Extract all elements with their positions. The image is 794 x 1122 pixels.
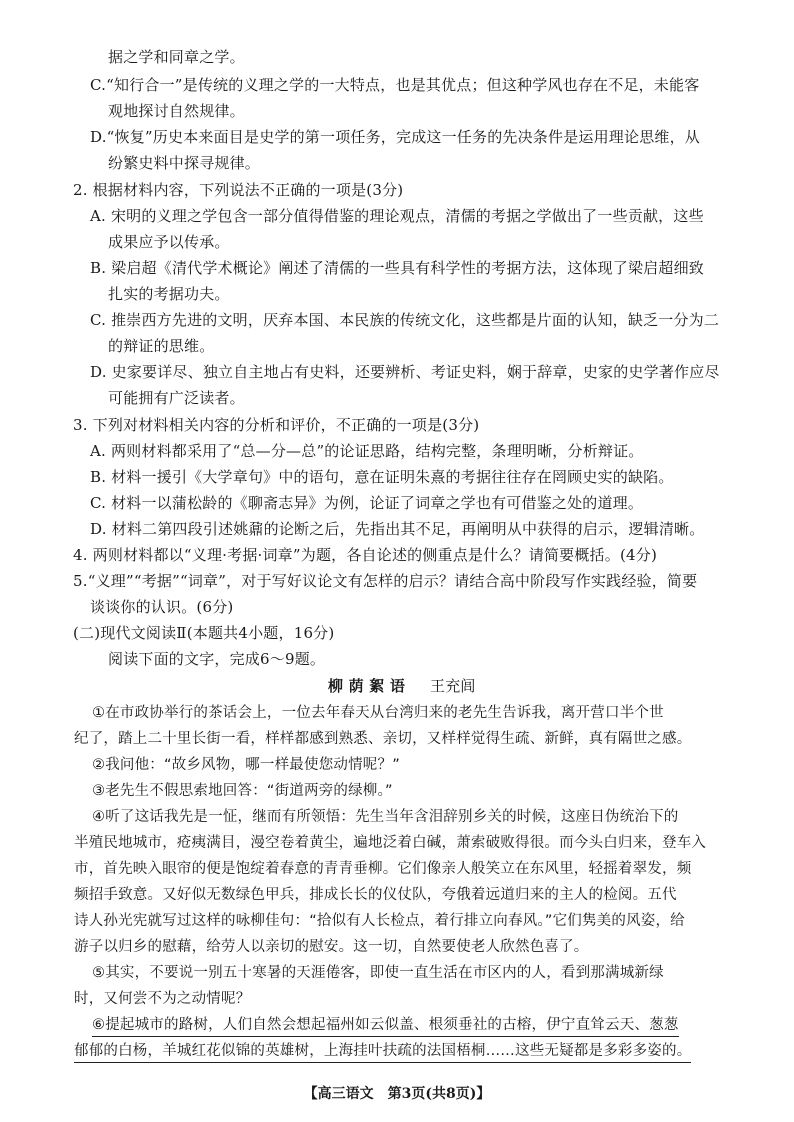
question-3-stem: 3. 下列对材料相关内容的分析和评价，不正确的一项是(3分) xyxy=(73,416,480,434)
q2-option-b-line1: B. 梁启超《清代学术概论》阐述了清儒的一些具有科学性的考据方法，这体现了梁启超细致 xyxy=(90,259,704,277)
q3-option-b: B. 材料一援引《大学章句》中的语句，意在证明朱熹的考据往往存在罔顾史实的缺陷。 xyxy=(90,468,674,486)
q1-option-c-line2: 观地探讨自然规律。 xyxy=(108,102,245,120)
article-author: 王充闾 xyxy=(430,677,476,695)
q2-option-a-line2: 成果应予以传承。 xyxy=(108,233,230,251)
question-5-line2: 谈谈你的认识。(6分) xyxy=(90,598,234,616)
q1-option-d-line1: D.“恢复”历史本来面目是史学的第一项任务，完成这一任务的先决条件是运用理论思维，从 xyxy=(90,128,701,146)
q2-option-d-line2: 可能拥有广泛读者。 xyxy=(108,389,245,407)
paragraph-5-line2: 时，又何尝不为之动情呢？ xyxy=(74,991,251,1007)
q2-option-c-line1: C. 推崇西方先进的文明，厌弃本国、本民族的传统文化，这些都是片面的认知，缺乏一分为二 xyxy=(90,311,720,329)
paragraph-3: ③老先生不假思索地回答：“街道两旁的绿柳。” xyxy=(92,783,393,799)
paragraph-6-line1: ⑥提起城市的路树，人们自然会想起福州如云似盖、根须垂社的古榕，伊宁直耸云天、葱葱 xyxy=(92,1015,679,1037)
q1-option-d-line2: 纷繁史料中探寻规律。 xyxy=(108,154,261,172)
paragraph-4-line6: 游子以归乡的慰藉，给劳人以亲切的慰安。这一切，自然要使老人欣然色喜了。 xyxy=(74,939,589,955)
paragraph-4-line1: ④听了这话我先是一怔，继而有所领悟：先生当年含泪辞别乡关的时候，这座日伪统治下的 xyxy=(92,809,679,825)
paragraph-4-line5: 诗人孙光宪就写过这样的咏柳佳句：“拾似有人长检点，着行排立向春风。”它们隽美的风姿，给 xyxy=(74,913,685,929)
q2-option-a-line1: A. 宋明的义理之学包含一部分值得借鉴的理论观点，清儒的考据之学做出了一些贡献，这些 xyxy=(90,207,704,225)
q1-option-b-tail: 据之学和同章之学。 xyxy=(108,48,245,66)
q3-option-c: C. 材料一以蒲松龄的《聊斋志异》为例，论证了词章之学也有可借鉴之处的道理。 xyxy=(90,494,644,512)
q3-option-d: D. 材料二第四段引述姚鼐的论断之后，先指出其不足，再阐明从中获得的启示，逻辑清晰。 xyxy=(90,520,705,538)
paragraph-4-line3: 市，首先映入眼帘的便是饱绽着春意的青青垂柳。它们像亲人般笑立在东风里，轻摇着翠发，频 xyxy=(74,861,692,877)
q2-option-c-line2: 的辩证的思维。 xyxy=(108,337,215,355)
q3-option-a: A. 两则材料都采用了“总—分—总”的论证思路，结构完整，条理明晰，分析辩证。 xyxy=(90,442,644,460)
paragraph-2: ②我问他：“故乡风物，哪一样最使您动情呢？” xyxy=(92,757,400,773)
question-5-line1: 5.“义理”“考据”“词章”，对于写好议论文有怎样的启示？请结合高中阶段写作实践经验，简要 xyxy=(73,572,698,590)
q2-option-b-line2: 扎实的考据功夫。 xyxy=(108,285,230,303)
paragraph-4-line4: 频招手致意。又好似无数绿色甲兵，排成长长的仪仗队，夸俄着远道归来的主人的检阅。五代 xyxy=(74,887,677,903)
q1-option-c-line1: C.“知行合一”是传统的义理之学的一大特点，也是其优点；但这种学风也存在不足，未能客 xyxy=(90,76,700,94)
question-2-stem: 2. 根据材料内容，下列说法不正确的一项是(3分) xyxy=(73,181,404,199)
section-instruction: 阅读下面的文字，完成6～9题。 xyxy=(108,650,326,668)
paragraph-1-line2: 纪了，踏上二十里长街一看，样样都感到熟悉、亲切，又样样觉得生疏、新鲜，真有隔世之感。 xyxy=(74,731,692,747)
q2-option-d-line1: D. 史家要详尽、独立自主地占有史料，还要辨析、考证史料，娴于辞章，史家的史学著作应尽 xyxy=(90,363,720,381)
page-footer: 【高三语文 第3页(共8页)】 xyxy=(303,1086,491,1102)
paragraph-1-line1: ①在市政协举行的茶话会上，一位去年春天从台湾归来的老先生告诉我，离开营口半个世 xyxy=(92,705,664,721)
paragraph-5-line1: ⑤其实，不要说一别五十寒暑的天涯倦客，即使一直生活在市区内的人，看到那满城新绿 xyxy=(92,965,664,981)
paragraph-6-line2: 郁郁的白杨，羊城红花似锦的英雄树，上海挂叶扶疏的法国梧桐……这些无疑都是多彩多姿的。 xyxy=(74,1041,691,1063)
paragraph-4-line2: 半殖民地城市，疮痍满目，漫空卷着黄尘，遍地泛着白碱，萧索破败得很。而今头白归来，登车入 xyxy=(74,835,707,851)
section-heading: (二)现代文阅读Ⅱ(本题共4小题，16分) xyxy=(73,624,335,642)
article-title: 柳 荫 絮 语 xyxy=(328,677,406,695)
question-4: 4. 两则材料都以“义理·考据·词章”为题，各自论述的侧重点是什么？请简要概括。(4分) xyxy=(73,546,658,564)
